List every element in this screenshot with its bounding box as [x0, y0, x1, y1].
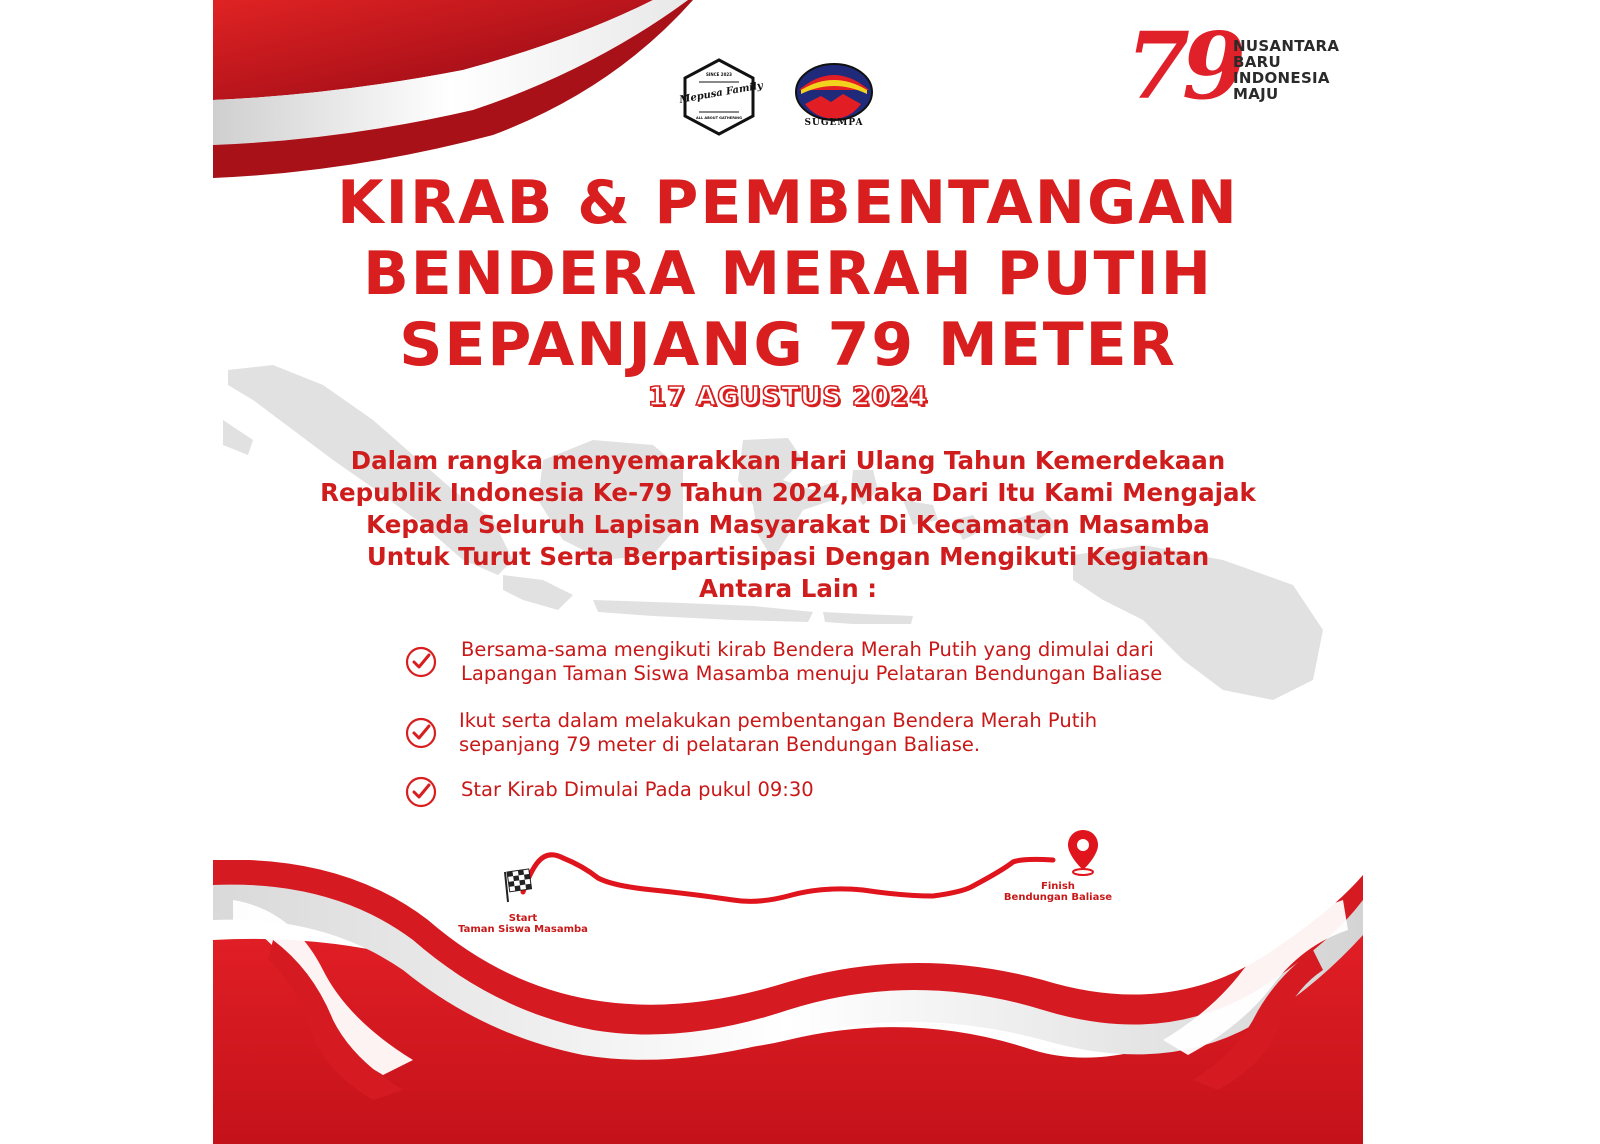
- event-date: 17 AGUSTUS 2024: [647, 382, 929, 412]
- intro-paragraph: [273, 445, 1303, 605]
- top-flag-ribbon: [213, 0, 693, 180]
- route-line: [523, 855, 1053, 902]
- poster: [213, 0, 1363, 1144]
- tagline-line: MAJU: [1233, 85, 1279, 103]
- title-line: BENDERA MERAH PUTIH: [363, 239, 1213, 309]
- activity-line: Ikut serta dalam melakukan pembentangan Bendera Merah Putih: [459, 709, 1098, 732]
- intro-line: Republik Indonesia Ke-79 Tahun 2024,Maka Dari Itu Kami Mengajak: [320, 478, 1256, 507]
- activity-line: Star Kirab Dimulai Pada pukul 09:30: [461, 778, 814, 801]
- check-circle-icon: [405, 776, 437, 808]
- intro-line: Dalam rangka menyemarakkan Hari Ulang Tahun Kemerdekaan: [350, 446, 1226, 475]
- activity-text: [459, 709, 1219, 757]
- check-circle-icon: [405, 717, 437, 749]
- mepusa-logo-bottom: ALL ABOUT GATHERING: [695, 116, 742, 120]
- event-title: [213, 168, 1363, 381]
- hut-ri-79-logo: [1126, 12, 1239, 120]
- checkered-flag-icon: [505, 869, 532, 902]
- finish-title: Finish: [1041, 881, 1075, 892]
- finish-place: Bendungan Baliase: [1003, 892, 1113, 903]
- start-title: Start: [508, 913, 538, 924]
- mepusa-family-logo: [678, 58, 764, 136]
- hut-ri-79-number: 79: [1126, 12, 1239, 120]
- mepusa-logo-name: Mepusa Family: [678, 80, 764, 106]
- route-start-label: [453, 913, 593, 935]
- sugempa-logo-name: SUGEMPA: [804, 118, 864, 128]
- intro-line: Untuk Turut Serta Berpartisipasi Dengan Mengikuti Kegiatan: [366, 542, 1210, 571]
- map-pin-icon: [1068, 830, 1098, 875]
- activity-line: Bersama-sama mengikuti kirab Bendera Merah Putih yang dimulai dari: [461, 638, 1154, 661]
- start-place: Taman Siswa Masamba: [458, 924, 588, 935]
- sugempa-logo: [791, 60, 877, 132]
- title-line: SEPANJANG 79 METER: [399, 310, 1177, 380]
- tagline-line: BARU: [1233, 53, 1281, 71]
- intro-line: Kepada Seluruh Lapisan Masyarakat Di Kecamatan Masamba: [366, 510, 1210, 539]
- hut-ri-79-tagline: [1233, 38, 1363, 102]
- intro-line: Antara Lain :: [698, 574, 878, 603]
- title-line: KIRAB & PEMBENTANGAN: [337, 168, 1239, 238]
- mepusa-logo-top: SINCE 2023: [706, 72, 732, 77]
- route-map: [213, 820, 1363, 920]
- check-circle-icon: [405, 646, 437, 678]
- route-finish-label: [998, 881, 1118, 903]
- tagline-line: INDONESIA: [1233, 69, 1330, 87]
- activity-line: Lapangan Taman Siswa Masamba menuju Pelataran Bendungan Baliase: [461, 662, 1163, 685]
- activity-text: [461, 638, 1221, 686]
- activity-text: [461, 778, 1221, 802]
- tagline-line: NUSANTARA: [1233, 37, 1340, 55]
- activity-line: sepanjang 79 meter di pelataran Bendungan Baliase.: [459, 733, 981, 756]
